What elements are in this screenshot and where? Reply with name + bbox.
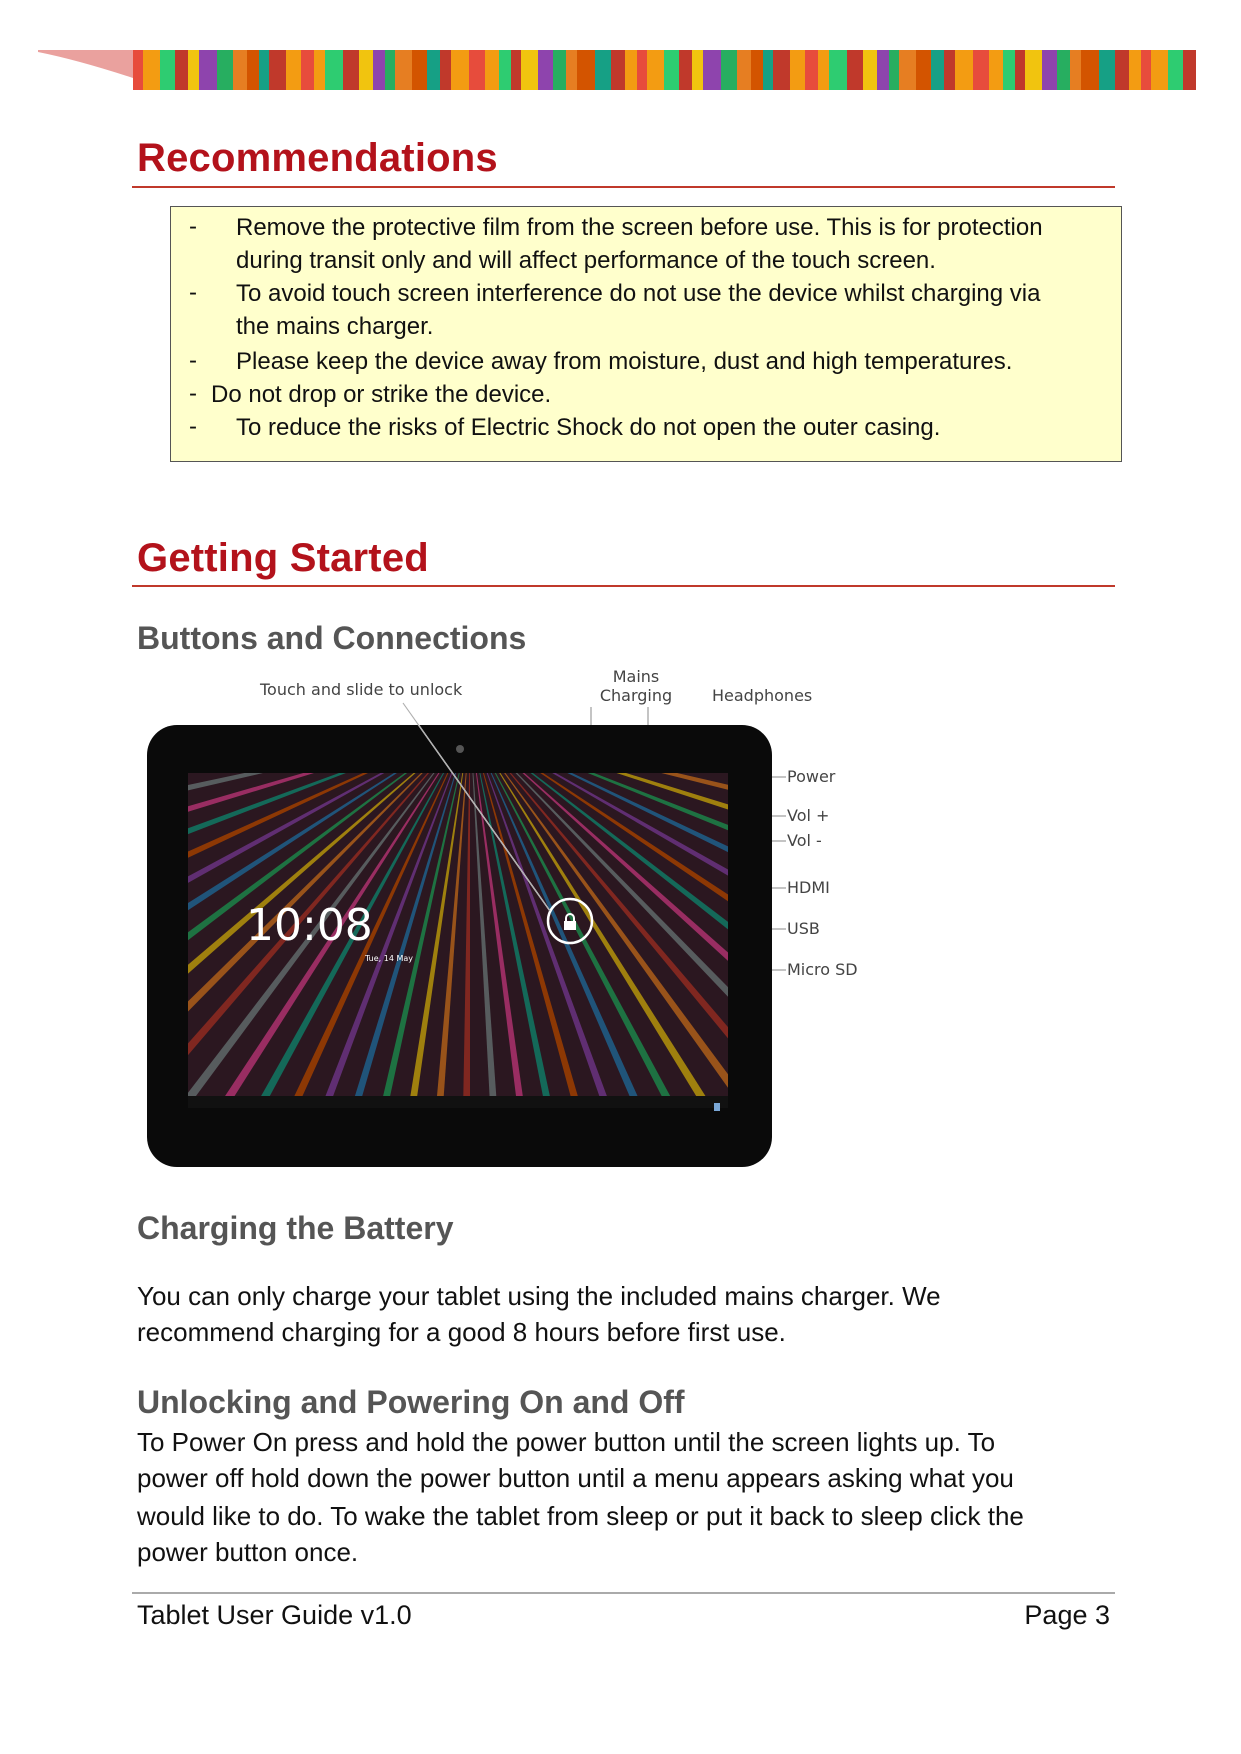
stripe-segment [359,50,373,90]
recommendations-box [170,206,1122,462]
unlocking-text-line: power off hold down the power button until a menu appears asking what you [137,1463,1014,1493]
getting-started-heading: Getting Started [137,536,429,580]
stripe-segment [301,50,314,90]
stripe-segment [247,50,259,90]
recommendation-line: Please keep the device away from moisture, dust and high temperatures. [236,348,1013,375]
buttons-connections-heading: Buttons and Connections [137,620,527,656]
unlocking-text-line: power button once. [137,1537,359,1567]
recommendation-line: To avoid touch screen interference do not use the device whilst charging via [236,280,1041,307]
stripe-segment [175,50,188,90]
stripe-segment [233,50,247,90]
microsd-label: Micro SD [787,960,858,979]
stripe-segment [1003,50,1015,90]
mains-label-line2: Charging [599,686,673,705]
stripe-segment [611,50,625,90]
stripe-segment [259,50,269,90]
stripe-segment [566,50,577,90]
stripe-segment [595,50,611,90]
stripe-segment [314,50,325,90]
stripe-segment [721,50,737,90]
power-label: Power [787,767,836,786]
stripe-segment [1151,50,1168,90]
stripe-segment [1141,50,1151,90]
stripe-segment [763,50,773,90]
hdmi-label: HDMI [787,878,830,897]
stripe-segment [944,50,955,90]
stripe-segment [1183,50,1196,90]
vol-plus-label: Vol + [787,806,830,825]
bullet-dash: - [189,347,197,374]
stripe-segment [1042,50,1057,90]
stripe-segment [469,50,485,90]
front-camera [456,745,464,753]
stripe-segment [989,50,1003,90]
stripe-segment [373,50,385,90]
stripe-segment [160,50,175,90]
footer-divider [132,1592,1115,1594]
stripe-segment [931,50,944,90]
stripe-segment [889,50,899,90]
stripe-segment [1070,50,1081,90]
stripe-segment [877,50,889,90]
stripe-segment [751,50,763,90]
usb-label: USB [787,919,820,938]
stripe-segment [133,50,143,90]
stripe-segment [737,50,751,90]
status-indicator [714,1103,720,1111]
recommendation-line: during transit only and will affect performance of the touch screen. [236,247,936,274]
stripe-segment [199,50,217,90]
stripe-segment [440,50,451,90]
stripe-swoosh [38,50,133,78]
stripe-segment [286,50,301,90]
bullet-dash: - [189,279,197,306]
charging-text-line: recommend charging for a good 8 hours before first use. [137,1317,786,1347]
stripe-segment [553,50,566,90]
recommendation-line: Do not drop or strike the device. [211,381,552,408]
footer-title: Tablet User Guide v1.0 [137,1600,412,1630]
stripe-segment [1129,50,1141,90]
stripe-segment [790,50,805,90]
charging-text-line: You can only charge your tablet using the included mains charger. We [137,1281,941,1311]
stripe-segment [664,50,679,90]
recommendations-heading: Recommendations [137,136,498,180]
recommendation-line: To reduce the risks of Electric Shock do not open the outer casing. [236,414,941,441]
stripe-segment [385,50,395,90]
touch-unlock-label: Touch and slide to unlock [260,680,463,699]
stripe-segment [511,50,521,90]
bullet-dash: - [189,213,197,240]
stripe-segment [1099,50,1115,90]
stripe-segment [1168,50,1183,90]
vol-minus-label: Vol - [787,831,822,850]
decorative-stripe-header [38,50,1196,90]
stripe-segment [1115,50,1129,90]
stripe-segment [818,50,829,90]
charging-heading: Charging the Battery [137,1210,454,1246]
stripe-segment [485,50,499,90]
stripe-segment [217,50,233,90]
stripe-segment [973,50,989,90]
lockscreen-clock: 10:08 [246,900,373,951]
heading-divider [132,585,1115,587]
tablet-diagram [140,665,900,1180]
bullet-dash: - [189,380,197,407]
mains-label-line1: Mains [612,667,660,686]
heading-divider [132,186,1115,188]
stripe-segment [955,50,973,90]
stripe-segment [863,50,877,90]
stripe-segment [1057,50,1070,90]
stripe-segment [395,50,412,90]
recommendation-line: Remove the protective film from the screen before use. This is for protection [236,214,1043,241]
stripe-segment [427,50,440,90]
stripe-segment [412,50,427,90]
unlocking-text-line: would like to do. To wake the tablet from sleep or put it back to sleep click the [137,1501,1024,1531]
stripe-segment [679,50,692,90]
stripe-segment [499,50,511,90]
stripe-segment [451,50,469,90]
stripe-segment [1025,50,1042,90]
page-number: Page 3 [1024,1600,1110,1630]
stripe-segment [829,50,847,90]
stripe-segment [538,50,553,90]
stripe-segment [692,50,703,90]
screen-bottom-bar [188,1096,728,1108]
stripe-segment [773,50,790,90]
stripe-segment [703,50,721,90]
stripe-segment [269,50,286,90]
unlocking-heading: Unlocking and Powering On and Off [137,1384,685,1420]
recommendation-line: the mains charger. [236,313,434,340]
stripe-segment [1015,50,1025,90]
headphones-label: Headphones [712,686,813,705]
stripe-segment [637,50,647,90]
stripe-segment [916,50,931,90]
lockscreen-date: Tue, 14 May [365,954,414,963]
stripe-segment [577,50,595,90]
stripe-segment [188,50,199,90]
stripe-segment [899,50,916,90]
unlocking-text-line: To Power On press and hold the power button until the screen lights up. To [137,1427,996,1457]
stripe-segment [647,50,664,90]
stripe-segment [143,50,160,90]
stripe-segment [805,50,818,90]
bullet-dash: - [189,413,197,440]
stripe-segment [625,50,637,90]
stripe-segment [847,50,863,90]
stripe-segment [325,50,343,90]
stripe-segment [343,50,359,90]
stripe-segment [521,50,538,90]
stripe-segment [1081,50,1099,90]
